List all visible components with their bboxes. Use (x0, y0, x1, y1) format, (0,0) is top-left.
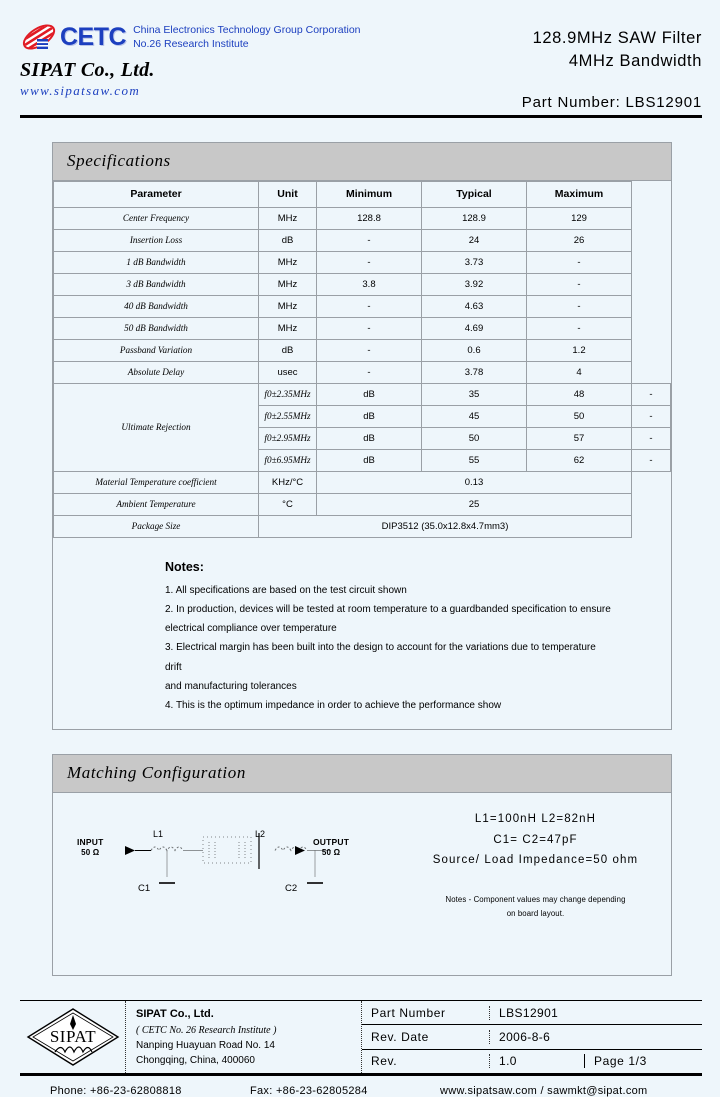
note-item: 2. In production, devices will be tested at room temperature to a guardbanded specification to ensure (165, 604, 611, 616)
footer-field-value: 1.0 (489, 1054, 584, 1068)
sipat-website-link[interactable]: www.sipatsaw.com (20, 83, 141, 98)
cell-value: 25 (317, 493, 632, 515)
header-left (20, 22, 361, 99)
cell-unit: MHz (259, 207, 317, 229)
cell-unit: MHz (259, 317, 317, 339)
cell-parameter: Passband Variation (54, 339, 259, 361)
cetc-institute-line: No.26 Research Institute (133, 37, 249, 50)
matching-circuit-diagram (63, 811, 408, 911)
cell-typical: 4.63 (422, 295, 527, 317)
footer-field-value: 2006-8-6 (489, 1030, 702, 1044)
cell-maximum: - (527, 317, 632, 339)
cell-maximum: 129 (527, 207, 632, 229)
column-header-unit: Unit (259, 181, 317, 207)
cell-parameter: f0±2.35MHz (259, 383, 317, 405)
cell-parameter: Ambient Temperature (54, 493, 259, 515)
cell-package-size: DIP3512 (35.0x12.8x4.7mm3) (259, 515, 632, 537)
matching-configuration-body (53, 793, 671, 975)
cell-typical: 0.6 (422, 339, 527, 361)
capacitor-values-line: C1= C2=47pF (493, 833, 578, 846)
cell-maximum: 4 (527, 361, 632, 383)
table-row (54, 339, 671, 361)
cell-minimum: - (317, 251, 422, 273)
cell-minimum: - (317, 229, 422, 251)
cell-minimum: 55 (422, 449, 527, 471)
cell-maximum: - (632, 449, 671, 471)
output-impedance-text: 50 Ω (321, 847, 341, 857)
cell-unit: KHz/°C (259, 471, 317, 493)
specifications-title: Specifications (53, 143, 671, 181)
cell-typical: 3.73 (422, 251, 527, 273)
specifications-panel (52, 142, 672, 730)
circuit-output-port-label (313, 837, 349, 858)
inductor-l2-label: L2 (255, 829, 266, 840)
capacitor-c2-label: C2 (285, 883, 298, 895)
note-item: 4. This is the optimum impedance in order to achieve the performance show (165, 699, 502, 711)
cell-minimum: - (317, 317, 422, 339)
footer-field-key: Part Number (371, 1005, 446, 1020)
input-impedance-text: 50 Ω (81, 847, 100, 857)
cell-unit: dB (317, 427, 422, 449)
column-header-minimum: Minimum (317, 181, 422, 207)
cell-typical: 48 (527, 383, 632, 405)
cell-parameter: Package Size (54, 515, 259, 537)
cell-parameter: 1 dB Bandwidth (54, 251, 259, 273)
cell-unit: dB (259, 229, 317, 251)
capacitor-c1-label: C1 (138, 883, 151, 895)
notes-title: Notes: (165, 559, 204, 574)
cell-minimum: 128.8 (317, 207, 422, 229)
cell-unit: dB (317, 449, 422, 471)
footer-field-key: Rev. (371, 1054, 398, 1069)
cell-typical: 4.69 (422, 317, 527, 339)
cell-parameter: Absolute Delay (54, 361, 259, 383)
page-header (0, 0, 720, 111)
circuit-input-port-label (77, 837, 104, 858)
cell-value: 0.13 (317, 471, 632, 493)
component-note-line-1: Notes - Component values may change depending (445, 894, 626, 904)
inductor-l1-label: L1 (153, 829, 164, 840)
footer-address-line-1: Nanping Huayuan Road No. 14 (136, 1039, 275, 1051)
cell-typical: 3.92 (422, 273, 527, 295)
notes-section (165, 560, 611, 729)
cell-maximum: - (632, 383, 671, 405)
cell-minimum: 35 (422, 383, 527, 405)
cell-minimum: 3.8 (317, 273, 422, 295)
table-row (54, 383, 671, 405)
table-row (54, 273, 671, 295)
table-row (54, 471, 671, 493)
cell-parameter: 40 dB Bandwidth (54, 295, 259, 317)
column-header-maximum: Maximum (527, 181, 632, 207)
cell-maximum: - (632, 427, 671, 449)
cell-unit: usec (259, 361, 317, 383)
table-row (54, 493, 671, 515)
product-title-bandwidth: 4MHz Bandwidth (568, 52, 702, 71)
output-label-text: OUTPUT (313, 837, 350, 848)
footer-address-line-2: Chongqing, China, 400060 (136, 1054, 255, 1066)
cetc-branding (20, 22, 361, 52)
input-label-text: INPUT (77, 837, 104, 848)
table-row (54, 207, 671, 229)
inductor-values-line: L1=100nH L2=82nH (474, 813, 597, 826)
sipat-company-name: SIPAT Co., Ltd. (20, 59, 155, 81)
product-title-frequency: 128.9MHz SAW Filter (532, 29, 702, 47)
cell-unit: MHz (259, 251, 317, 273)
cell-typical: 50 (527, 405, 632, 427)
footer-contact-bar (20, 1085, 702, 1097)
contact-web-email[interactable]: www.sipatsaw.com / sawmkt@sipat.com (440, 1084, 648, 1097)
table-row (54, 361, 671, 383)
footer-field-value: LBS12901 (489, 1006, 702, 1020)
cell-parameter: 3 dB Bandwidth (54, 273, 259, 295)
cell-unit: °C (259, 493, 317, 515)
source-load-impedance-line: Source/ Load Impedance=50 ohm (432, 854, 639, 867)
specifications-table (53, 181, 671, 538)
cetc-institute-name (133, 23, 360, 52)
note-item-continuation: and manufacturing tolerances (165, 680, 297, 692)
cell-parameter: f0±6.95MHz (259, 449, 317, 471)
page-footer (20, 1000, 702, 1076)
table-row (54, 295, 671, 317)
footer-field-key: Rev. Date (371, 1029, 429, 1044)
cell-typical: 128.9 (422, 207, 527, 229)
table-row (54, 317, 671, 339)
cell-parameter: 50 dB Bandwidth (54, 317, 259, 339)
matching-component-values (403, 809, 668, 922)
contact-fax: Fax: +86-23-62805284 (250, 1084, 368, 1097)
cell-typical: 3.78 (422, 361, 527, 383)
cell-minimum: - (317, 339, 422, 361)
cell-maximum: 26 (527, 229, 632, 251)
header-divider (20, 115, 702, 118)
cell-typical: 57 (527, 427, 632, 449)
cetc-swoosh-logo-icon (20, 22, 58, 52)
footer-field-row (362, 1050, 702, 1073)
note-item: 3. Electrical margin has been built into the design to account for the variations due to temperature drift (165, 642, 596, 673)
column-header-parameter: Parameter (54, 181, 259, 207)
table-header-row (54, 181, 671, 207)
footer-affiliation: ( CETC No. 26 Research Institute ) (136, 1024, 277, 1036)
cetc-corporation-line: China Electronics Technology Group Corporation (133, 23, 361, 36)
cell-parameter: Material Temperature coefficient (54, 471, 259, 493)
contact-phone: Phone: +86-23-62808818 (50, 1084, 182, 1097)
svg-text:SIPAT: SIPAT (49, 1026, 96, 1046)
cell-maximum: - (527, 273, 632, 295)
cell-parameter: f0±2.95MHz (259, 427, 317, 449)
cell-maximum: - (527, 295, 632, 317)
cell-minimum: - (317, 361, 422, 383)
cell-typical: 24 (422, 229, 527, 251)
cell-maximum: - (632, 405, 671, 427)
cell-unit: dB (259, 339, 317, 361)
cell-typical: 62 (527, 449, 632, 471)
footer-field-row (362, 1001, 702, 1025)
column-header-typical: Typical (422, 181, 527, 207)
matching-configuration-title: Matching Configuration (53, 755, 671, 793)
ultimate-rejection-label: Ultimate Rejection (54, 383, 259, 471)
header-right (522, 22, 702, 111)
table-row (54, 229, 671, 251)
component-note-line-2: on board layout. (506, 909, 565, 919)
cell-parameter: Center Frequency (54, 207, 259, 229)
footer-field-row (362, 1025, 702, 1049)
cell-unit: MHz (259, 295, 317, 317)
header-part-number: Part Number: LBS12901 (521, 93, 702, 111)
cetc-logotype: CETC (60, 22, 127, 51)
page-number: Page 1/3 (584, 1054, 702, 1068)
cell-unit: dB (317, 383, 422, 405)
note-item-continuation: electrical compliance over temperature (165, 623, 337, 635)
cell-maximum: 1.2 (527, 339, 632, 361)
cell-unit: dB (317, 405, 422, 427)
note-item: 1. All specifications are based on the test circuit shown (165, 584, 407, 596)
cell-minimum: 50 (422, 427, 527, 449)
cell-maximum: - (527, 251, 632, 273)
cell-unit: MHz (259, 273, 317, 295)
cell-parameter: f0±2.55MHz (259, 405, 317, 427)
table-row (54, 251, 671, 273)
cell-parameter: Insertion Loss (54, 229, 259, 251)
footer-company-name: SIPAT Co., Ltd. (136, 1008, 214, 1021)
cell-minimum: - (317, 295, 422, 317)
cell-minimum: 45 (422, 405, 527, 427)
matching-configuration-panel (52, 754, 672, 976)
table-row (54, 515, 671, 537)
